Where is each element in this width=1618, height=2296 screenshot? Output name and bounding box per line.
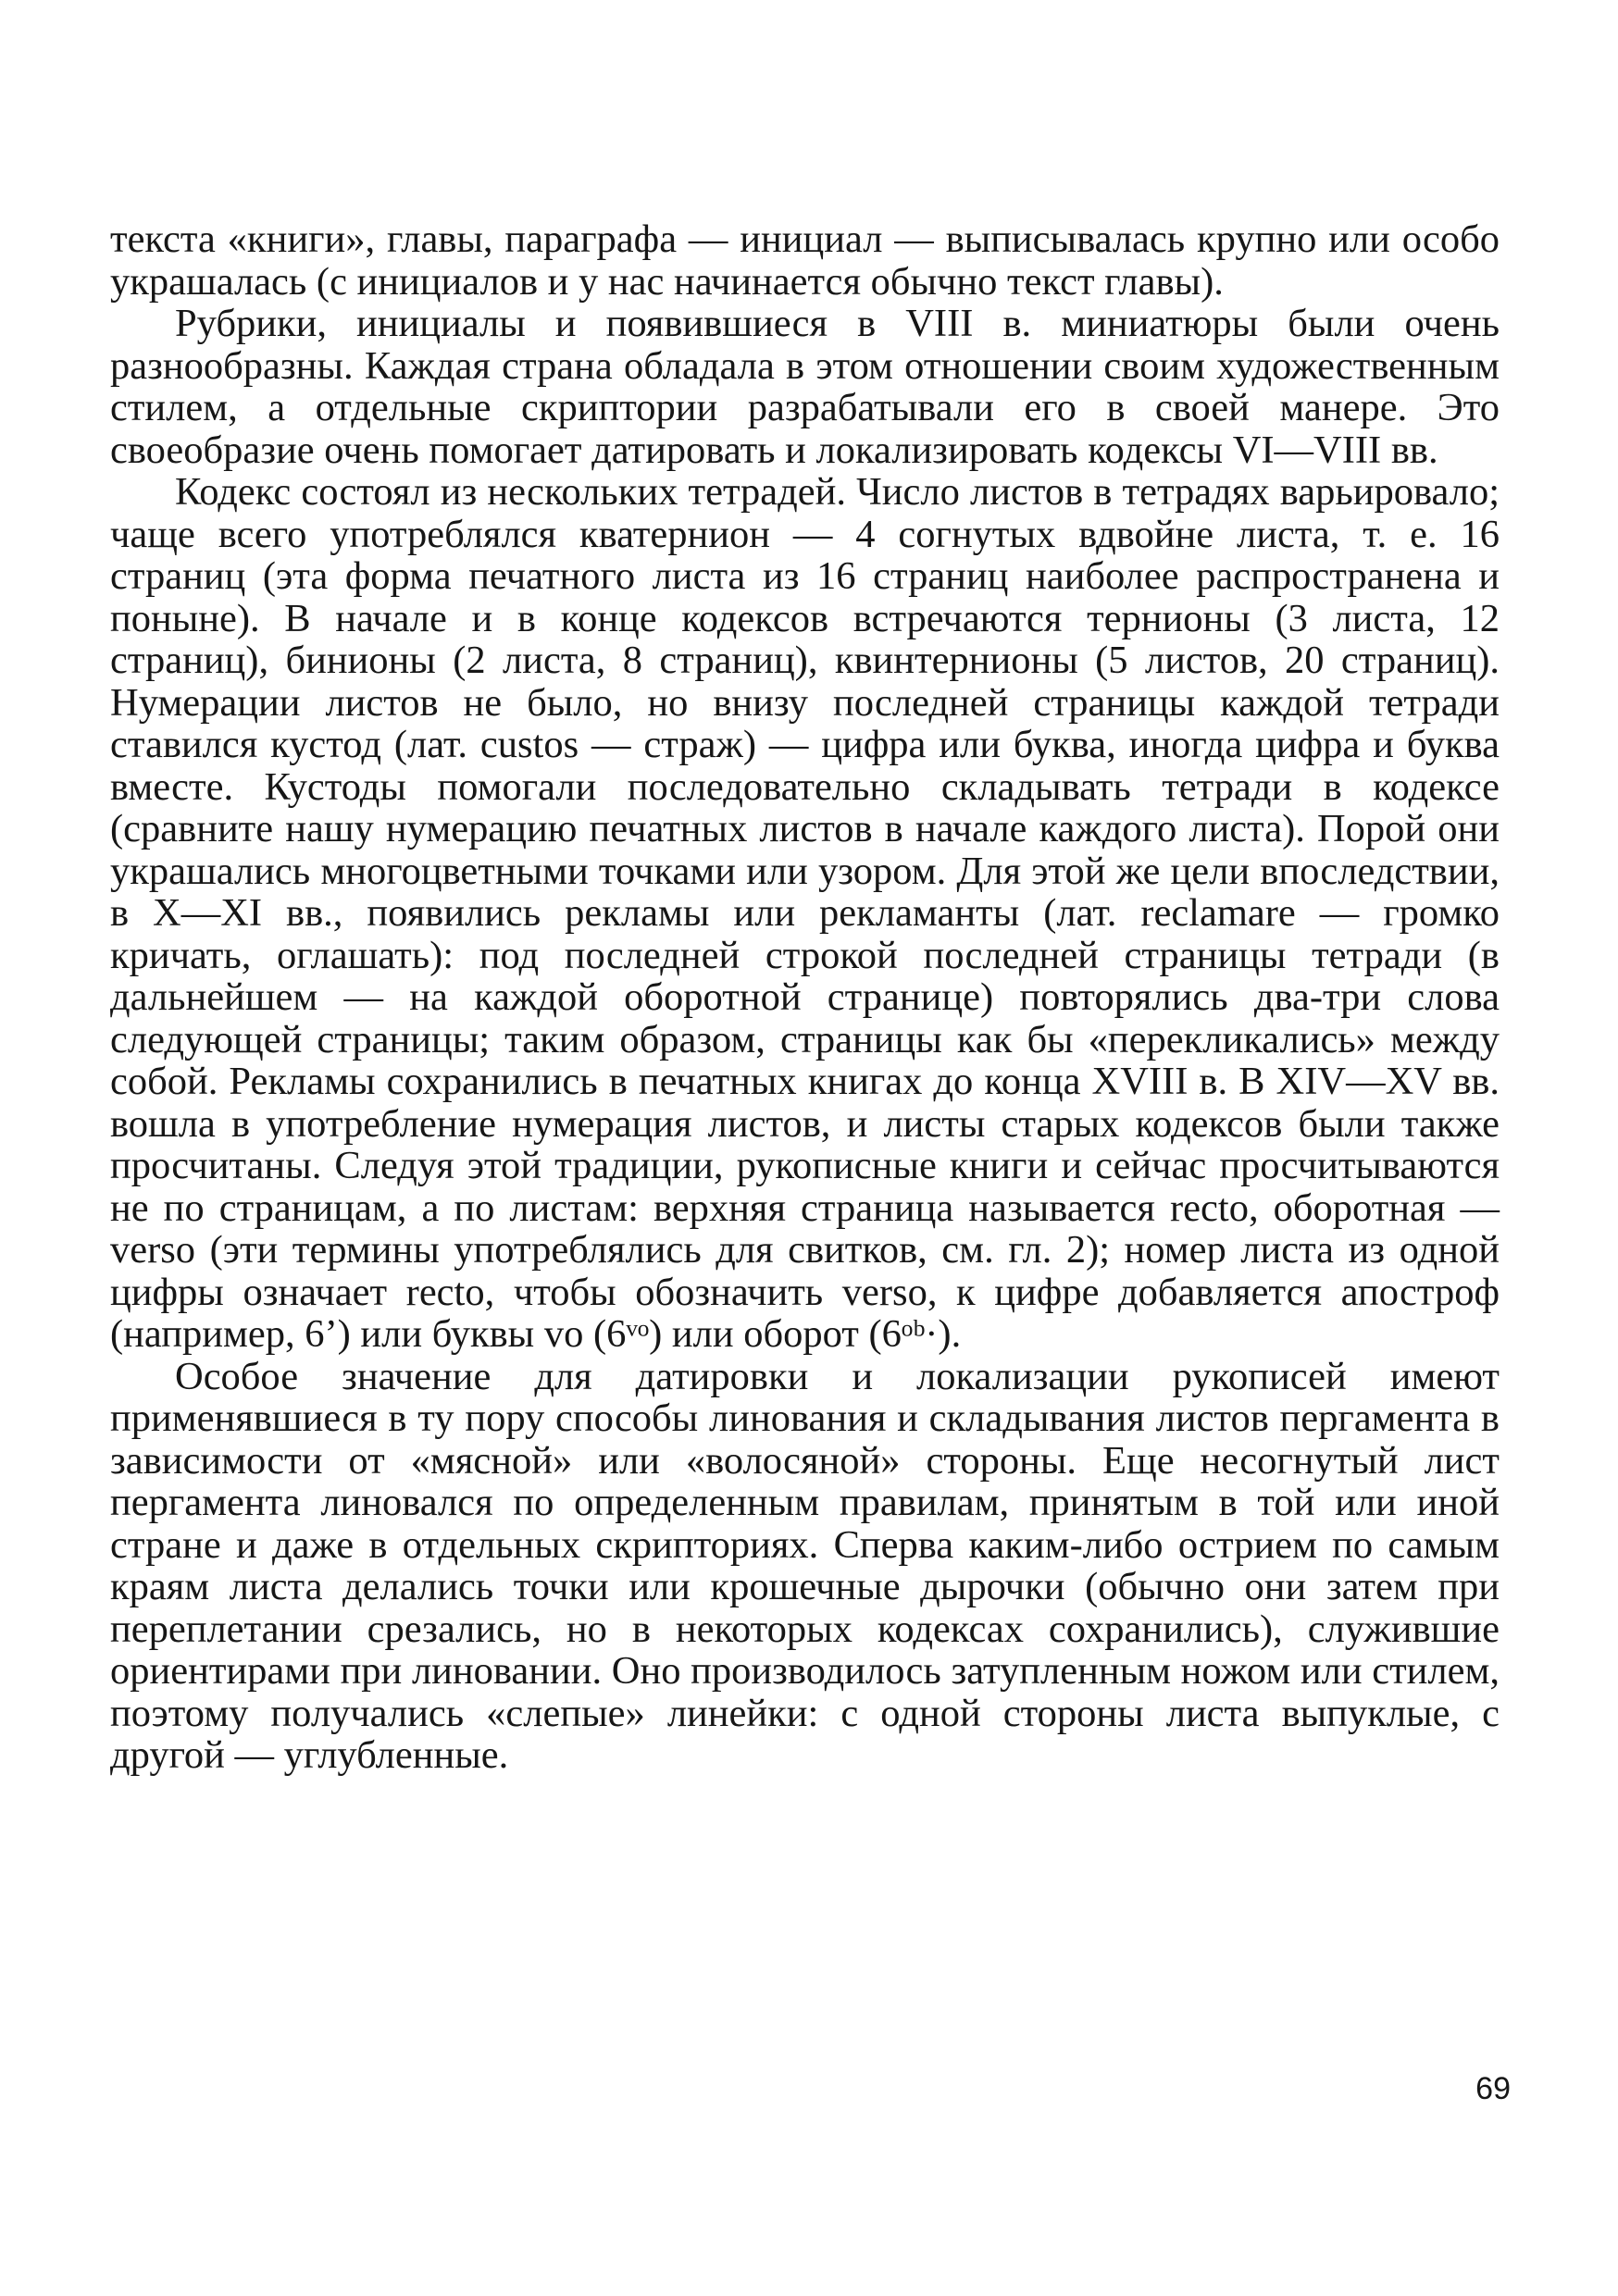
paragraph-continuation: текста «книги», главы, параграфа — инициал — выписывалась крупно или особо украшалась (с инициалов и у нас начинается обычно текст главы).: [110, 217, 1500, 304]
paragraph-rubrics: Рубрики, инициалы и появившиеся в VIII в. миниатюры были очень разнообразны. Каждая страна обладала в этом отношении своим художественным стилем, а отдельные скриптории разрабатывали его в своей манере. Это своеобразие очень помогает датировать и локализировать кодексы VI—VIII вв.: [110, 302, 1500, 472]
paragraph-codex: Кодекс состоял из нескольких тетрадей. Число листов в тетрадях варьировало; чаще всего употреблялся кватернион — 4 согнутых вдвойне листа, т. е. 16 страниц (эта форма печатного листа из 16 страниц наиболее распространена и поныне). В начале и в конце кодексов встречаются тернионы (3 листа, 12 страниц), бинионы (2 листа, 8 страниц), квинтернионы (5 листов, 20 страниц). Нумерации листов не было, но внизу последней страницы каждой тетради ставился кустод (лат. custos — страж) — цифра или буква, иногда цифра и буква вместе. Кустоды помогали последовательно складывать тетради в кодексе (сравните нашу нумерацию печатных листов в начале каждого листа). Порой они украшались многоцветными точками или узором. Для этой же цели впоследствии, в X—XI вв., появились рекламы или рекламанты (лат. reclamare — громко кричать, оглашать): под последней строкой последней страницы тетради (в дальнейшем — на каждой оборотной странице) повторялись два-три слова следующей страницы; таким образом, страницы как бы «перекликались» между собой. Рекламы сохранились в печатных книгах до конца XVIII в. В XIV—XV вв. вошла в употребление нумерация листов, и листы старых кодексов были также просчитаны. Следуя этой традиции, рукописные книги и сейчас просчитываются не по страницам, а по листам: верхняя страница называется recto, оборотная — verso (эти термины употреблялись для свитков, см. гл. 2); номер листа из одной цифры означает recto, чтобы обозначить verso, к цифре добавляется апостроф (например, 6’) или буквы vo (6ᵛᵒ) или оборот (6ᵒᵇ·).: [110, 470, 1500, 1356]
body-text: [110, 218, 1500, 1777]
paragraph-lining: Особое значение для датировки и локализации рукописей имеют применявшиеся в ту пору способы линования и складывания листов пергамента в зависимости от «мясной» или «волосяной» стороны. Еще несогнутый лист пергамента линовался по определенным правилам, принятым в той или иной стране и даже в отдельных скрипториях. Сперва каким-либо острием по самым краям листа делались точки или крошечные дырочки (обычно они затем при переплетании срезались, но в некоторых кодексах сохранились), служившие ориентирами при линовании. Оно производилось затупленным ножом или стилем, поэтому получались «слепые» линейки: с одной стороны листа выпуклые, с другой — углубленные.: [110, 1354, 1500, 1777]
page-number: 69: [1475, 2071, 1511, 2106]
